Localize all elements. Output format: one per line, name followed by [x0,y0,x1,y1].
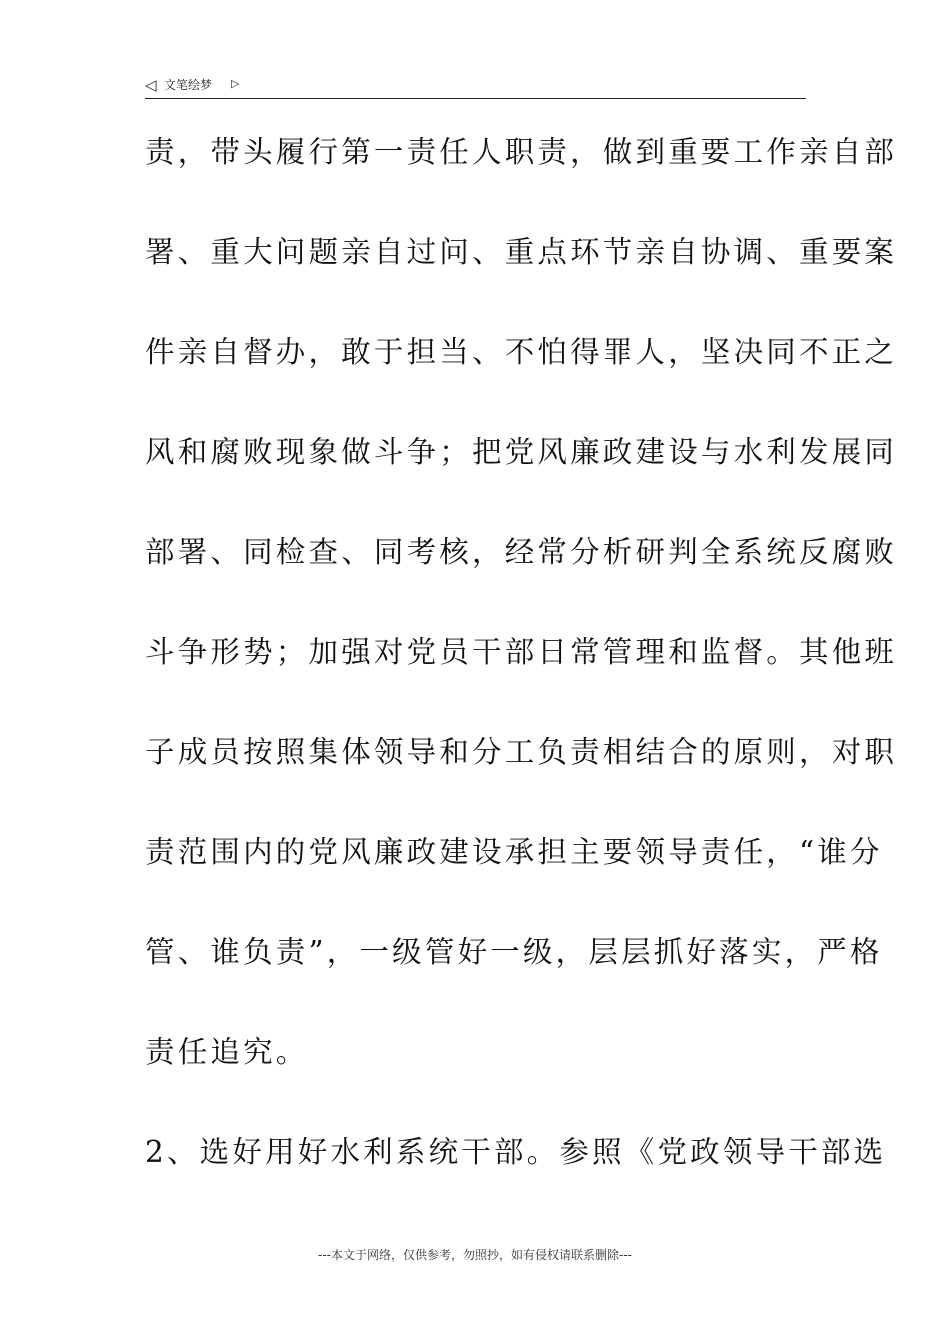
body-line: 部署、同检查、同考核，经常分析研判全系统反腐败 [145,535,898,569]
body-line: 件亲自督办，敢于担当、不怕得罪人，坚决同不正之 [145,335,898,369]
page-footer: ---本文于网络，仅供参考，勿照抄，如有侵权请联系删除--- [318,1248,632,1262]
body-line: 风和腐败现象做斗争；把党风廉政建设与水利发展同 [145,435,898,469]
body-line: 子成员按照集体领导和分工负责相结合的原则，对职 [145,735,898,769]
body-line: 责任追究。 [145,1035,309,1069]
body-line: 署、重大问题亲自过问、重点环节亲自协调、重要案 [145,235,898,269]
body-line: 2、选好用好水利系统干部。参照《党政领导干部选 [145,1135,887,1169]
triangle-left-icon: ◁ [145,76,157,94]
body-line: 责，带头履行第一责任人职责，做到重要工作亲自部 [145,135,898,169]
document-body [145,127,898,1227]
page-header [145,76,806,99]
body-line: 斗争形势；加强对党员干部日常管理和监督。其他班 [145,635,898,669]
body-line: 责范围内的党风廉政建设承担主要领导责任，“谁分 [145,835,883,869]
triangle-right-icon: ▷ [231,77,240,90]
body-line: 管、谁负责”，一级管好一级，层层抓好落实，严格 [145,935,883,969]
header-title: 文笔绘梦 [164,78,213,92]
